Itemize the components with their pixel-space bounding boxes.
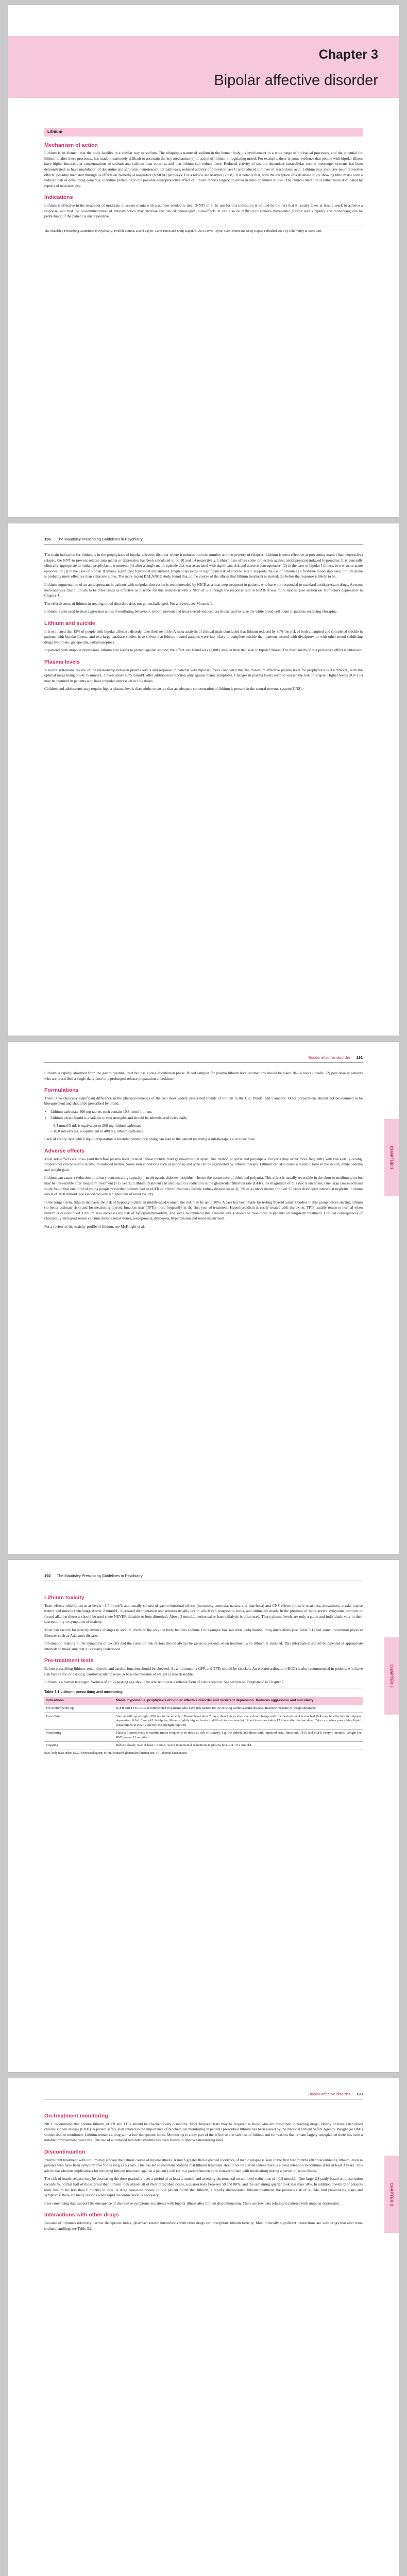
document-page-1	[8, 5, 399, 517]
table-header-row	[44, 1697, 363, 1705]
paragraph-plasma: A recent systematic review of the relationship between plasma levels and response in patients with bipolar illness concluded that the minimum effective plasma level for prophylaxis is 0.4 mmol/L, with the optimal range being 0.6–0.75 mmol/L. Levels above 0.75 mmol/L offer additional protection only against manic symptoms. Changes in plasma levels seem to worsen the risk of relapse. Higher levels (0.8–1.0) may be required in patients who have unipolar depression or low doses.	[44, 667, 363, 683]
table-cell: Start at 400 mg at night (200 mg in the elderly). Plasma level after 7 days, then 7 days after every dose change until the desired level is reached (0.4 may be effective in unipolar depression, 0.6–1.0 mmol/L in bipolar illness, slightly higher levels in difficult to treat mania). Blood levels are taken 12 hours after the last dose. Take care when prescribing liquid preparations to clearly specify the strength required	[114, 1713, 363, 1730]
paragraph-toxicity-1: Toxic effects reliably occur at levels >1.5 mmol/L and usually consist of gastro-intestinal effects (increasing anorexia, nausea and diarrhoea) and CNS effects (muscle weakness, drowsiness, ataxia, coarse tremor and muscle twitching). Above 2 mmol/L, increased disorientation and seizures usually occur, which can progress to coma, and ultimately death. In the presence of more severe symptoms, osmotic or forced alkaline diuresis should be used (note NEVER thiazide or loop diuretics). Above 3 mmol/L peritoneal or haemodialysis is often used. These plasma levels are only a guide and individuals vary in their susceptibility to symptoms of toxicity.	[44, 1603, 363, 1624]
chapter-tab: CHAPTER 3	[384, 1637, 399, 1715]
prescribing-table	[44, 1697, 363, 1750]
header-rule	[44, 544, 363, 545]
table-row	[44, 1730, 363, 1742]
liquid-strength-list	[44, 1123, 363, 1134]
paragraph-toxicity-2: Most risk factors for toxicity involve changes in sodium levels or the way the body handles sodium. For example low salt diets, dehydration, drug interactions (see Table 3.1) and some uncommon physical illnesses such as Addison's disease.	[44, 1627, 363, 1638]
table-cell: Stopping	[44, 1742, 114, 1750]
running-title: The Maudsley Prescribing Guidelines in Psychiatry	[57, 1573, 143, 1578]
document-page-2	[8, 523, 399, 1036]
running-header	[44, 1573, 143, 1578]
heading-interactions: Interactions with other drugs	[44, 2212, 119, 2218]
heading-on-treatment-monitoring: On-treatment monitoring	[44, 2113, 108, 2119]
paragraph-augmentation: Lithium augmentation of an antidepressant in patients with unipolar depression is recommended by NICE as a next-step treatment in patients who have not responded to standard antidepressant drugs. A recent meta-analysis found lithium to be three times as effective as placebo for this indication with a NNT of 5, although the response rate in STAR-D was more modest (see section on 'Refractory depression' in Chapter 4).	[44, 582, 363, 598]
heading-lithium-and-suicide: Lithium and suicide	[44, 620, 95, 626]
table-row	[44, 1742, 363, 1750]
page-number: 192	[44, 1573, 51, 1578]
running-title: Bipolar affective disorder	[308, 2092, 350, 2096]
chapter-tab: CHAPTER 3	[384, 2156, 399, 2233]
table-cell: Plasma lithium every 6 months (more frequently in those at risk of toxicity, e.g. the elderly and those with impaired renal function). TFTs and eGFR every 6 months. Weight (or BMI) every 12 months	[114, 1730, 363, 1742]
list-item: – 5.4 mmol/5 mL is equivalent to 200 mg lithium carbonate	[50, 1123, 142, 1128]
table-footnote: BMI, body mass index; ECG, electrocardiogram; eGFR, estimated glomerular filtration rate; TFT, thyroid function test.	[44, 1752, 188, 1755]
table-caption: Table 3.1 Lithium: prescribing and monitoring	[44, 1688, 363, 1696]
heading-plasma-levels: Plasma levels	[44, 658, 80, 665]
paragraph-liquid-clarity: Lack of clarity over which liquid preparation is intended when prescribing can lead to the patient receiving a sub-therapeutic or toxic dose.	[44, 1137, 256, 1142]
list-item: • Lithium citrate liquid is available in two strengths and should be administered twice daily:	[50, 1115, 363, 1121]
chapter-number: Chapter 3	[318, 47, 378, 62]
paragraph-adverse-4: For a review of the toxicity profile of lithium, see McKnight et al.	[44, 1224, 145, 1229]
chapter-tab: CHAPTER 3	[384, 1119, 399, 1196]
table-header-cell: Indications	[44, 1697, 114, 1705]
document-page-5	[8, 2078, 399, 2576]
running-title: The Maudsley Prescribing Guidelines in Psychiatry	[57, 537, 143, 541]
heading-lithium-toxicity: Lithium toxicity	[44, 1595, 84, 1601]
heading-discontinuation: Discontinuation	[44, 2148, 86, 2155]
table-cell: Reduce slowly over at least 1 month. Avoid incremental reductions in plasma levels of >0.2 mmol/L	[114, 1742, 363, 1750]
table-cell: eGFR and TFTs. ECG recommended in patients who have risk factors for, or existing cardiovascular disease. Baseline measure of weight desirable	[114, 1705, 363, 1713]
heading-mechanism-of-action: Mechanism of action	[44, 142, 98, 148]
page-number: 196	[44, 537, 51, 541]
list-item: – 10.8 mmol/5 mL is equivalent to 400 mg lithium carbonate.	[50, 1128, 145, 1133]
table-row	[44, 1705, 363, 1713]
paragraph-adverse-1: Most side-effects are dose- (and therefore plasma level) related. These include mild gastro-intestinal upset, fine tremor, polyuria and polydipsia. Polyuria may occur more frequently with twice-daily dosing. Propranolol can be useful in lithium-induced tremor. Some skin conditions such as psoriasis and acne can be aggravated by lithium therapy. Lithium can also cause a metallic taste in the mouth, ankle oedema and weight gain.	[44, 1156, 363, 1172]
running-header	[308, 2092, 363, 2096]
chapter-title: Bipolar affective disorder	[214, 72, 378, 89]
paragraph-pretreat-2: Lithium is a human teratogen. Women of child-bearing age should be advised to use a reliable form of contraception. See section on 'Pregnancy' in Chapter 7.	[44, 1680, 285, 1685]
paragraph-interactions: Because of lithium's relatively narrow therapeutic index, pharmacokinetic interactions with other drugs can precipitate lithium toxicity. Most clinically significant interactions are with drugs that alter renal sodium handling; see Table 3.2.	[44, 2220, 363, 2231]
paragraph-discontinuation-3: Less convincing data support the emergence of depressive symptoms in patients with bipolar illness after lithium discontinuation. There are few data relating to patients with unipolar depression.	[44, 2200, 340, 2206]
paragraph-indications: Lithium is effective in the treatment of moderate to severe mania with a number needed to treat (NNT) of 6. Its use for this indication is limited by the fact that it usually takes at least a week to achieve a response, and that the co-administration of antipsychotics may increase the risk of neurological side-effects. It can also be difficult to achieve therapeutic plasma levels rapidly and monitoring can be problematic if the patient is uncooperative.	[44, 202, 363, 219]
publication-credit: The Maudsley Prescribing Guidelines in Psychiatry, Twelfth Edition. David Taylor, Carol Paton and Shitij Kapur. © 2015 David Taylor, Carol Paton and Shitij Kapur. Published 2015 by John Wiley & Sons, Ltd.	[44, 227, 363, 233]
paragraph-plasma-children: Children and adolescents may require higher plasma levels than adults to ensure that an adequate concentration of lithium is present in the central nervous system (CNS).	[44, 686, 303, 691]
paragraph-prophylaxis: The main indication for lithium is in the prophylaxis of bipolar affective disorder where it reduces both the number and the severity of relapses. Lithium is most effective at preventing manic (than depressive) relapse, the NNT to prevent relapse into mania or depression has been calculated to be 10 and 14 respectively. Lithium also offers some protection against antidepressant-induced hypomania. It is generally clinically appropriate to initiate prophylactic treatment: (1) after a single manic episode that was associated with significant risk and adverse consequences; (2) in the case of bipolar I illness, two or more acute episodes; or (3) in the case of bipolar II illness, significant functional impairment, frequent episodes or significant risk of suicide. NICE supports the use of lithium as a first-line mood stabiliser; lithium alone is probably more effective than valproate alone. The more recent BALANCE study found that, in the course of the illness that lithium treatment is started, the better the response is likely to be.	[44, 552, 363, 579]
document-page-4	[8, 1560, 399, 2072]
section-band-lithium: Lithium	[44, 128, 363, 137]
paragraph-adverse-2: Lithium can cause a reduction in urinary concentrating capacity – nephrogenic diabetes insipidus – hence the occurrence of thirst and polyuria. This effect is usually reversible in the short to medium term but may be irreversible after long-term treatment (>15 years). Lithium treatment can also lead to a reduction in the glomerular filtration rate (GFR); the magnitude of this risk is uncertain. One large cross-sectional study found that one third of young people prescribed lithium had an eGFR of <60 mL/minute (chronic kidney disease stage 3); 5% of a cohort treated for over 25 years developed interstitial nephritis. Lithium levels of ≥0.8 mmol/L are associated with a higher risk of renal toxicity.	[44, 1175, 363, 1197]
paragraph-effectiveness: The effectiveness of lithium in treating mood disorders does not go unchallenged. For a review, see Moncrieff.	[44, 601, 213, 606]
heading-formulations: Formulations	[44, 1087, 79, 1094]
paragraph-absorption: Lithium is rapidly absorbed from the gastrointestinal tract but has a long distribution phase. Blood samples for plasma lithium level estimations should be taken 10–14 hours (ideally 12) post dose in patients who are prescribed a single daily dose of a prolonged-release preparation at bedtime.	[44, 1071, 363, 1081]
running-title: Bipolar affective disorder	[308, 1055, 350, 1060]
running-header	[44, 537, 143, 541]
paragraph-toxicity-3: Information relating to the symptoms of toxicity and the common risk factors should always be given to patients when treatment with lithium is initiated. This information should be repeated at appropriate intervals to make sure that it is clearly understood.	[44, 1641, 363, 1651]
paragraph-suicide: It is estimated that 15% of people with bipolar affective disorder take their own life. A meta-analysis of clinical trials concluded that lithium reduced by 80% the risk of both attempted and completed suicide in patients with bipolar illness, and two large database studies have shown that lithium-treated patients were less likely to complete suicide than patients treated with divalproex or with other mood stabilising drugs (valproate, gabapentin, carbamazepine).	[44, 629, 363, 645]
paragraph-suicide-unipolar: In patients with unipolar depression, lithium also seems to protect against suicide; the effect size found was slightly smaller than that seen in bipolar illness. The mechanism of this protective effect is unknown.	[44, 648, 363, 653]
page-number: 191	[356, 1055, 363, 1060]
heading-pre-treatment-tests: Pre-treatment tests	[44, 1657, 94, 1664]
document-page-3	[8, 1042, 399, 1554]
table-cell: Prescribing	[44, 1713, 114, 1730]
paragraph-discontinuation-1: Intermittent treatment with lithium may worsen the natural course of bipolar illness. A much greater than expected incidence of manic relapse is seen in the first few months after discontinuing lithium, even in patients who have been symptom free for as long as 5 years. This has led to recommendations that lithium treatment should not be started unless there is a clear intention to continue it for at least 3 years. This advice has obvious implications for initiating lithium treatment against a patient's will (or in a patient known to be non-compliant with medication) during a period of acute illness.	[44, 2157, 363, 2173]
heading-adverse-effects: Adverse effects	[44, 1147, 85, 1154]
header-rule	[44, 1062, 363, 1063]
table-cell: Pre-lithium work-up	[44, 1705, 114, 1713]
formulations-list	[44, 1109, 363, 1121]
table-cell: Monitoring	[44, 1730, 114, 1742]
paragraph-other-uses: Lithium is also used to treat aggression and self-mutilating behaviour, to both prevent and treat steroid-induced psychosis, and to raise the white blood cell count in patients receiving clozapine.	[44, 609, 338, 614]
paragraph-formulations: There is no clinically significant difference in the pharmacokinetics of the two most widely prescribed brands of lithium in the UK: Priadel and Camcolit. Other preparations should not be assumed to be bioequivalent and should be prescribed by brand.	[44, 1095, 363, 1106]
list-item: • Lithium carbonate 400 mg tablets each contain 10.8 mmol lithium.	[50, 1109, 363, 1115]
table-row	[44, 1713, 363, 1730]
paragraph-monitoring: NICE recommend that plasma lithium, eGFR and TFTs should be checked every 6 months. More frequent tests may be required in those who are prescribed interacting drugs, elderly or have established chronic kidney disease (CKD). A patient safety alert related to the importance of biochemical monitoring in patients prescribed lithium has been issued by the National Patient Safety Agency. Weight (or BMI) should also be monitored. Lithium remains a drug with a low therapeutic index. Monitoring is a key part of the effective and safe use of lithium and for reasons that remain largely unexplained there has been a notable improvement over time. The use of automated reminder systems has been shown to improve monitoring rates.	[44, 2121, 363, 2143]
table-header-cell: Mania, hypomania, prophylaxis of bipolar affective disorder and recurrent depression. Reduces aggression and suicidality	[114, 1697, 363, 1705]
paragraph-pretreat-1: Before prescribing lithium, renal, thyroid and cardiac function should be checked. As a minimum, a GFR and TFTs should be checked. An electrocardiogram (ECG) is also recommended in patients who have risk factors for, or existing, cardiovascular disease. A baseline measure of weight is also desirable.	[44, 1666, 363, 1676]
paragraph-adverse-3: In the longer term, lithium increases the risk of hypothyroidism; in middle-aged women, the risk may be up to 20%. A case has been made for testing thyroid autoantibodies in this group before starting lithium (to better estimate risk) and for measuring thyroid function tests (TFTs) more frequently in the first year of treatment. Hypothyroidism is easily treated with thyroxine. TFTs usually return to normal when lithium is discontinued. Lithium also increases the risk of hyperparathyroidism, and some recommend that calcium levels should be monitored in patients on long-term treatment. Clinical consequences of chronically increased serum calcium include renal stones, osteoporosis, dyspepsia, hypertension and renal impairment.	[44, 1199, 363, 1221]
heading-indications: Indications	[44, 194, 73, 201]
page-number: 193	[356, 2092, 363, 2096]
running-header	[308, 1055, 363, 1060]
paragraph-mechanism: Lithium is an element that the body handles in a similar way to sodium. The ubiquitous nature of sodium in the human body, its involvement in a wide range of biological processes, and the potential for lithium to alter these processes, has made it extremely difficult to ascertain the key mechanism(s) of action of lithium in regulating mood. For example, there is some evidence that people with bipolar illness have higher intracellular concentrations of sodium and calcium than controls, and that lithium can reduce these. Reduced activity of sodium-dependent intracellular second messenger systems has been demonstrated, as have modulation of dopamine and serotonin neurotransmitter pathways, reduced activity of protein kinase C and reduced turnover of arachidonic acid. Lithium may also have neuroprotective effects, possibly mediated through its effects on N-methyl-D-aspartate (NMDA) pathways. For a review see Marmol (2008). It is notable that, with the exception of a database study showing lithium use with a reduced risk of developing dementia, literature pertaining to the possible neuroprotective effect of lithium reports largely on either in vitro or animal studies. The clinical literature is rather more dominated by reports of neurotoxicity.	[44, 150, 363, 188]
paragraph-discontinuation-2: The risk of manic relapse may be decreasing the dose gradually over a period of at least a month, and avoiding decremental serum level reductions of >0.2 mmol/L. One large US study based on prescription records found that half of those prescribed lithium took almost all of their prescribed doses, a quarter took between 50 and 80%, and the remaining quarter took less than 50%. In addition one-third of patients took lithium for less than 6 months in total. A large case-note review in one patient found that lithium, a rapidly discontinued lithium treatment, the patient's risk of suicide, and pre-existing signs and symptoms: there are many reasons when rapid discontinuation is necessary.	[44, 2176, 363, 2198]
